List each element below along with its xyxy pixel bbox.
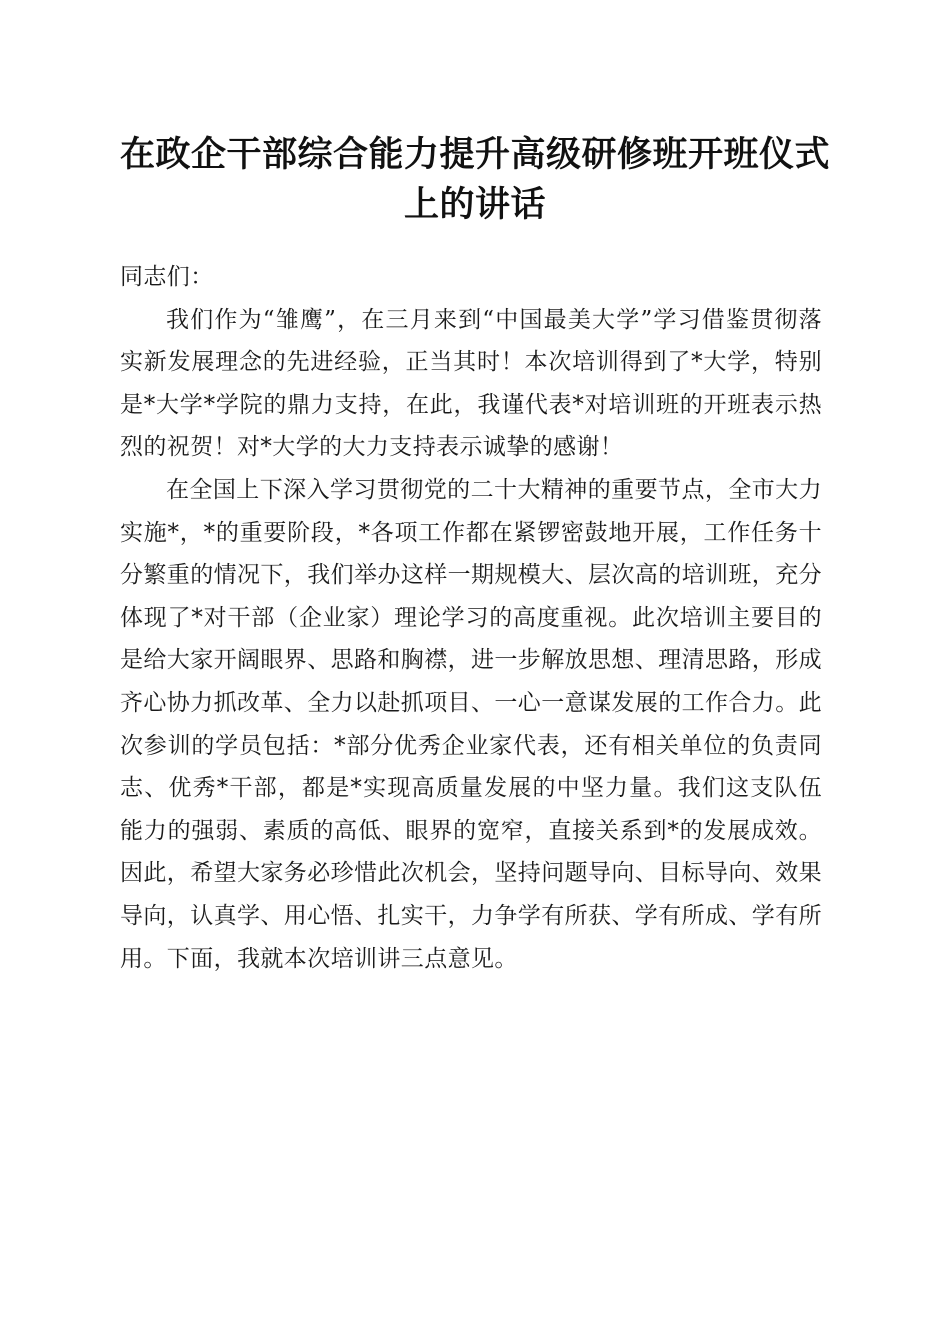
paragraph-2: 在全国上下深入学习贯彻党的二十大精神的重要节点，全市大力实施*，*的重要阶段，*各项工作都在紧锣密鼓地开展，工作任务十分繁重的情况下，我们举办这样一期规模大、层次高的培训班，充分体现了*对干部（企业家）理论学习的高度重视。此次培训主要目的是给大家开阔眼界、思路和胸襟，进一步解放思想、理清思路，形成齐心协力抓改革、全力以赴抓项目、一心一意谋发展的工作合力。此次参训的学员包括：*部分优秀企业家代表，还有相关单位的负责同志、优秀*干部，都是*实现高质量发展的中坚力量。我们这支队伍能力的强弱、素质的高低、眼界的宽窄，直接关系到*的发展成效。因此，希望大家务必珍惜此次机会，坚持问题导向、目标导向、效果导向，认真学、用心悟、扎实干，力争学有所获、学有所成、学有所用。下面，我就本次培训讲三点意见。 [120,476,822,972]
document-title: 在政企干部综合能力提升高级研修班开班仪式上的讲话 [119,134,830,225]
document-body [120,256,822,980]
salutation: 同志们： [120,264,214,290]
paragraph-1: 我们作为“雏鹰”，在三月来到“中国最美大学”学习借鉴贯彻落实新发展理念的先进经验，正当其时！本次培训得到了*大学，特别是*大学*学院的鼎力支持，在此，我谨代表*对培训班的开班表示热烈的祝贺！对*大学的大力支持表示诚挚的感谢！ [120,306,822,461]
